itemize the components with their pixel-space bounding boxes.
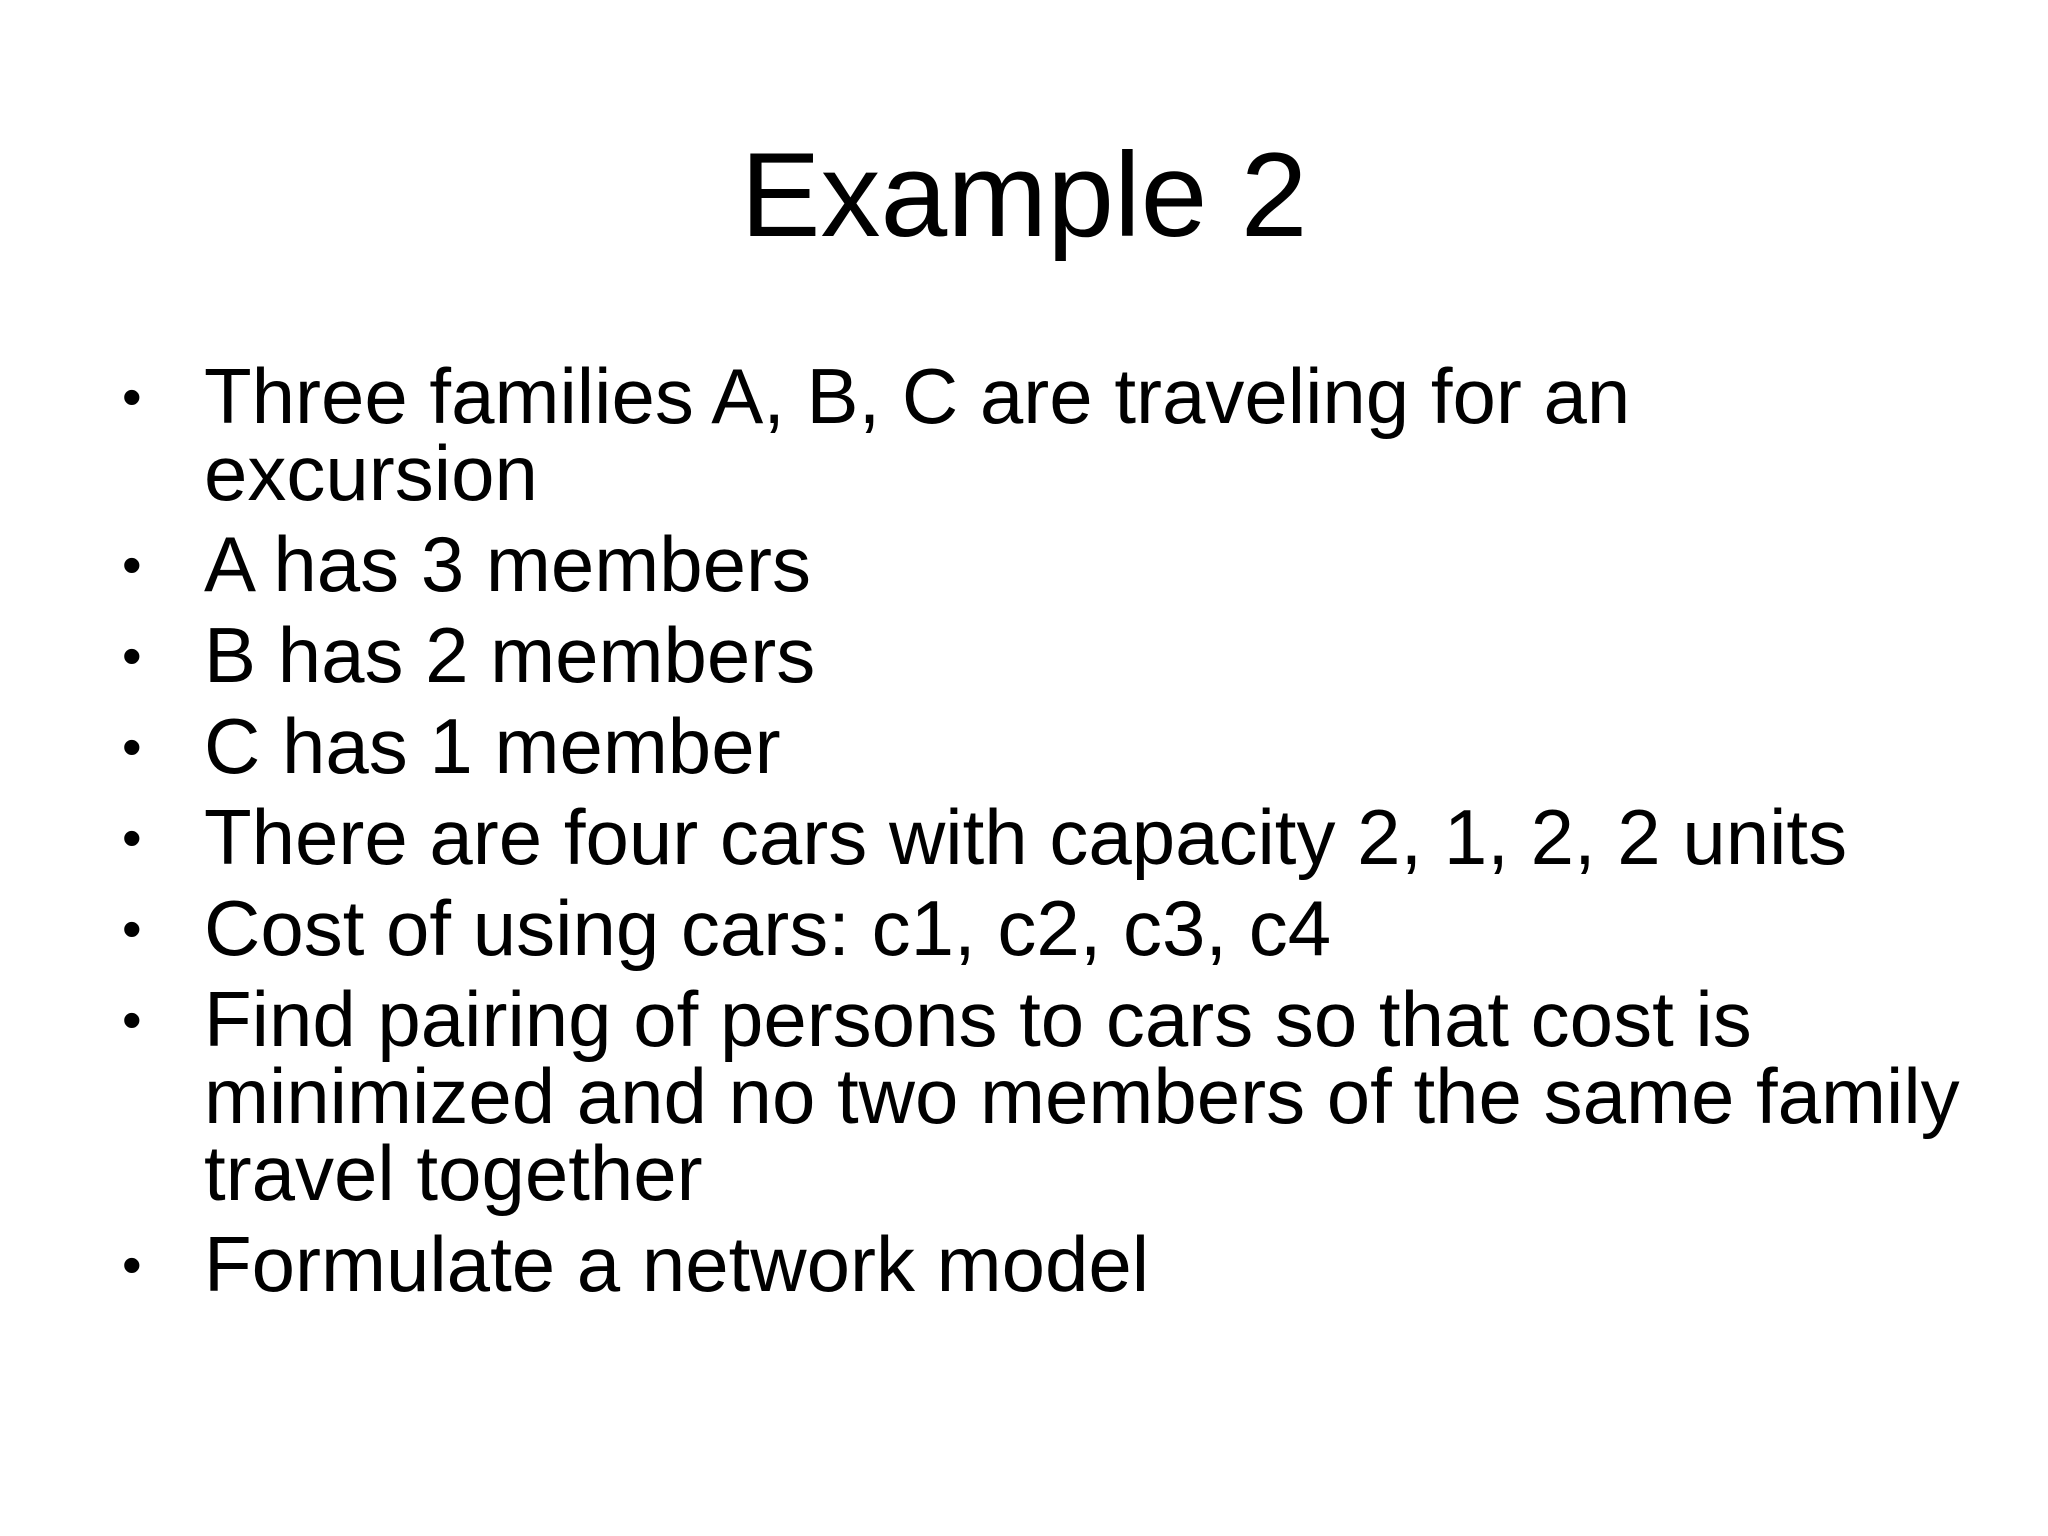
bullet-item-c-members — [118, 702, 1978, 790]
bullet-item-cars-capacity — [118, 793, 1978, 881]
bullet-dot-icon: • — [122, 897, 142, 960]
bullet-item-formulate — [118, 1220, 1978, 1308]
bullet-list — [118, 352, 1978, 1317]
bullet-dot-icon: • — [122, 715, 142, 778]
bullet-item-objective — [118, 975, 1978, 1217]
bullet-dot-icon: • — [122, 806, 142, 869]
bullet-item-a-members — [118, 520, 1978, 608]
bullet-dot-icon: • — [122, 988, 142, 1051]
slide-title: Example 2 — [740, 128, 1308, 262]
bullet-text: A has 3 members — [204, 520, 811, 608]
bullet-item-families — [118, 352, 1978, 517]
bullet-text: There are four cars with capacity 2, 1, 2, 2 units — [204, 793, 1848, 881]
bullet-dot-icon: • — [122, 533, 142, 596]
bullet-text: Three families A, B, C are traveling for an excursion — [204, 352, 1631, 517]
bullet-dot-icon: • — [122, 365, 142, 428]
bullet-dot-icon: • — [122, 624, 142, 687]
bullet-item-car-costs — [118, 884, 1978, 972]
bullet-text: B has 2 members — [204, 611, 816, 699]
bullet-text: Formulate a network model — [204, 1220, 1150, 1308]
bullet-text: Find pairing of persons to cars so that cost is minimized and no two members of the same family travel together — [204, 975, 1960, 1217]
bullet-item-b-members — [118, 611, 1978, 699]
bullet-dot-icon: • — [122, 1233, 142, 1296]
bullet-text: Cost of using cars: c1, c2, c3, c4 — [204, 884, 1332, 972]
bullet-text: C has 1 member — [204, 702, 781, 790]
